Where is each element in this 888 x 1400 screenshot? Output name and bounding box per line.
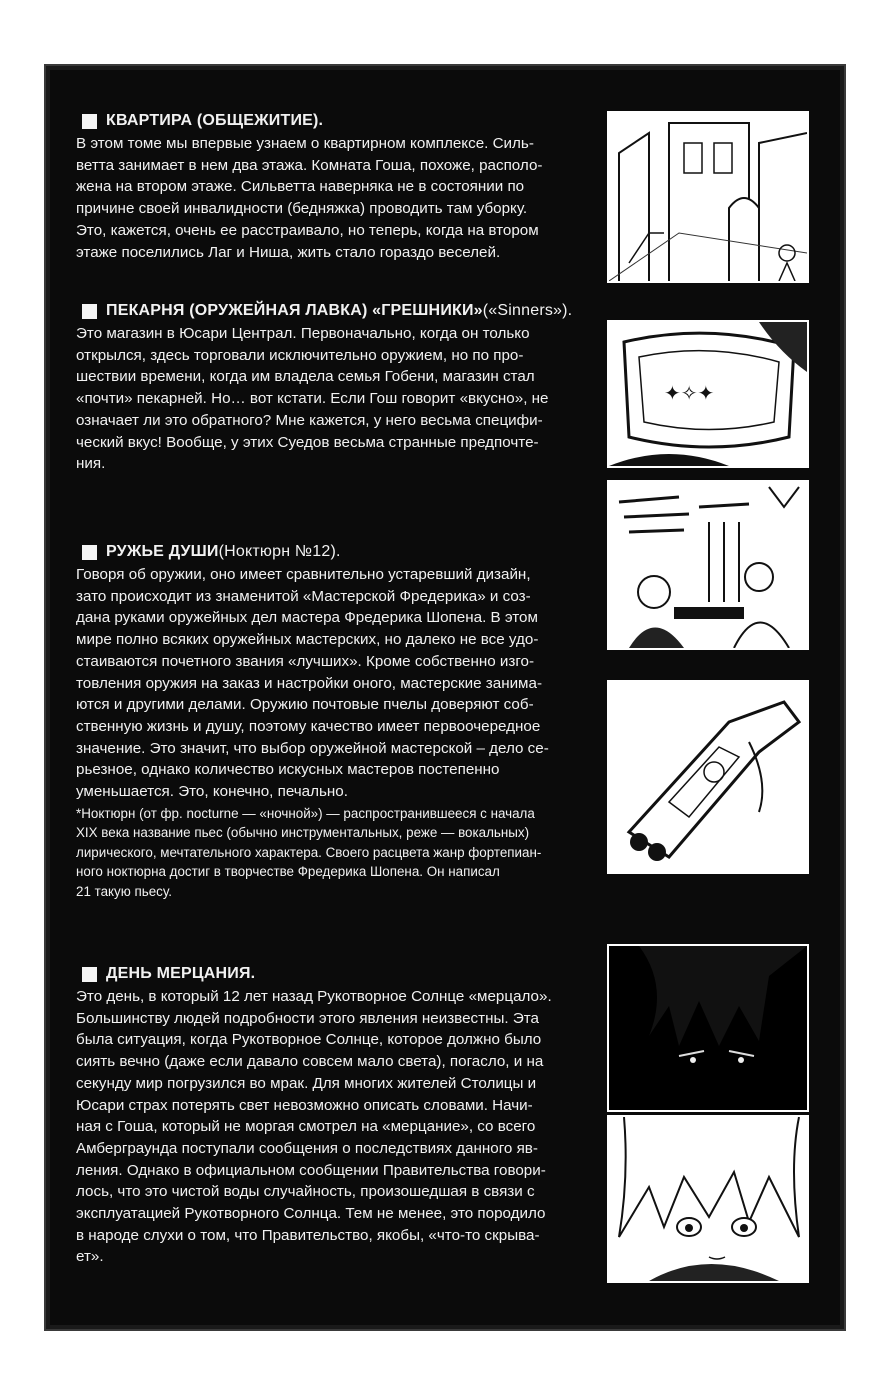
text-line: «почти» пекарней. Но… вот кстати. Если Гош говорит «вкусно», не xyxy=(76,390,549,408)
text-line: Юсари страх потерять свет невозможно описать словами. Начи- xyxy=(76,1096,533,1114)
section-bakery xyxy=(76,302,586,475)
footnote xyxy=(76,804,586,902)
dark-character-face-panel xyxy=(607,944,809,1112)
text-line: В этом томе мы впервые узнаем о квартирном комплексе. Силь- xyxy=(76,135,534,152)
girl-face-panel xyxy=(607,1115,809,1283)
footnote-line: *Ноктюрн (от фр. nocturne — «ночной») — распространившееся с начала xyxy=(76,805,535,821)
text-line: этаже поселились Лаг и Ниша, жить стало гораздо веселей. xyxy=(76,243,501,261)
text-line: лось, что это чистой воды случайность, произошедшая в связи с xyxy=(76,1183,535,1201)
text-line: означает ли это обратного? Мне кажется, у него весьма специфи- xyxy=(76,411,543,429)
girl-face-drawing xyxy=(609,1117,807,1281)
text-line: секунду мир погрузился во мрак. Для многих жителей Столицы и xyxy=(76,1074,537,1092)
shop-sign-drawing xyxy=(609,322,807,466)
text-line: дана руками оружейных дел мастера Фредерика Шопена. В этом xyxy=(76,609,538,627)
square-bullet-icon xyxy=(82,967,97,982)
text-line: шествии времени, когда им владела семья Гобени, магазин стал xyxy=(76,368,535,386)
text-line: мире полно всяких оружейных мастерских, но далеко не все удо- xyxy=(76,631,539,649)
heading-text: КВАРТИРА (ОБЩЕЖИТИЕ). xyxy=(106,112,324,129)
square-bullet-icon xyxy=(82,114,97,129)
text-line: сиять вечно (даже если давало совсем мало света), погасло, и на xyxy=(76,1053,544,1071)
text-line: Амберграунда поступали сообщения о последствиях данного яв- xyxy=(76,1139,538,1157)
text-line: ются и другими делами. Оружию почтовые пчелы доверяют соб- xyxy=(76,696,534,714)
text-line: жена на втором этаже. Сильветта наверняка не в состоянии по xyxy=(76,178,525,196)
footnote-line: лирического, мечтательного характера. Своего расцвета жанр фортепиан- xyxy=(76,844,542,860)
square-bullet-icon xyxy=(82,545,97,560)
text-line: ет». xyxy=(76,1248,104,1266)
text-line: ческий вкус! Вообще, у этих Суедов весьма странные предпочте- xyxy=(76,433,539,451)
street-illustration-panel xyxy=(607,111,809,283)
section-body xyxy=(76,986,586,1268)
shop-sign-illustration-panel xyxy=(607,320,809,468)
gun-shop-drawing xyxy=(609,482,807,648)
text-line: товления оружия на заказ и настройки оного, мастерские занима- xyxy=(76,674,543,692)
section-body xyxy=(76,133,586,263)
text-line: ветта занимает в нем два этажа. Комната Гоша, похоже, располо- xyxy=(76,156,543,174)
text-line: Это, кажется, очень ее расстраивало, но теперь, когда на втором xyxy=(76,221,539,239)
section-heading xyxy=(76,543,586,561)
text-line: Большинству людей подробности этого явления неизвестны. Эта xyxy=(76,1009,539,1027)
section-flicker-day xyxy=(76,965,586,1268)
section-body xyxy=(76,323,586,475)
text-line: была ситуация, когда Рукотворное Солнце, которое должно было xyxy=(76,1031,542,1049)
text-line: ная с Гоша, который не моргая смотрел на «мерцание», со всего xyxy=(76,1118,536,1136)
text-line: Говоря об оружии, оно имеет сравнительно устаревший дизайн, xyxy=(76,566,531,583)
text-line: рьезное, однако количество искусных мастеров постепенно xyxy=(76,761,500,779)
text-line: причине своей инвалидности (бедняжка) проводить там уборку. xyxy=(76,200,528,218)
footnote-line: 21 такую пьесу. xyxy=(76,883,172,899)
soul-gun-closeup-panel xyxy=(607,680,809,874)
section-heading xyxy=(76,965,586,983)
heading-note: (Ноктюрн №12). xyxy=(218,543,341,560)
gun-shop-interior-panel xyxy=(607,480,809,650)
heading-text: ПЕКАРНЯ (ОРУЖЕЙНАЯ ЛАВКА) «ГРЕШНИКИ» xyxy=(106,302,483,319)
footnote-line: XIX века название пьес (обычно инструментальных, реже — вокальных) xyxy=(76,825,530,841)
text-line: зато происходит из знаменитой «Мастерской Фредерика» и соз- xyxy=(76,587,531,605)
text-line: в народе слухи о том, что Правительство, якобы, «что-то скрыва- xyxy=(76,1226,540,1244)
section-soul-gun xyxy=(76,543,586,901)
footnote-line: ного ноктюрна достиг в творчестве Фредерика Шопена. Он написал xyxy=(76,864,500,880)
section-heading xyxy=(76,302,586,320)
text-line: открылся, здесь торговали исключительно оружием, но по про- xyxy=(76,346,524,364)
text-line: Это день, в который 12 лет назад Рукотворное Солнце «мерцало». xyxy=(76,988,552,1005)
text-line: значение. Это значит, что выбор оружейной мастерской – дело се- xyxy=(76,739,549,757)
text-line: ления. Однако в официальном сообщении Правительства говори- xyxy=(76,1161,546,1179)
text-line: уменьшается. Это, конечно, печально. xyxy=(76,783,348,801)
heading-text: ДЕНЬ МЕРЦАНИЯ. xyxy=(106,965,256,982)
text-line: ния. xyxy=(76,455,106,473)
heading-text: РУЖЬЕ ДУШИ xyxy=(106,543,219,560)
section-body xyxy=(76,564,586,803)
section-heading xyxy=(76,112,586,130)
section-apartment xyxy=(76,112,586,263)
heading-note: («Sinners»). xyxy=(482,302,573,319)
street-drawing xyxy=(609,113,807,281)
square-bullet-icon xyxy=(82,304,97,319)
text-line: Это магазин в Юсари Централ. Первоначально, когда он только xyxy=(76,325,530,342)
text-line: стаиваются почетного звания «лучших». Кроме собственно изго- xyxy=(76,652,535,670)
soul-gun-drawing xyxy=(609,682,807,872)
dark-face-drawing xyxy=(609,946,807,1110)
text-line: ственную жизнь и душу, поэтому качество имеет первоочередное xyxy=(76,717,541,735)
text-line: эксплуатацией Рукотворного Солнца. Тем не менее, это породило xyxy=(76,1205,546,1223)
svg-text:✦✧✦: ✦✧✦ xyxy=(664,381,715,405)
